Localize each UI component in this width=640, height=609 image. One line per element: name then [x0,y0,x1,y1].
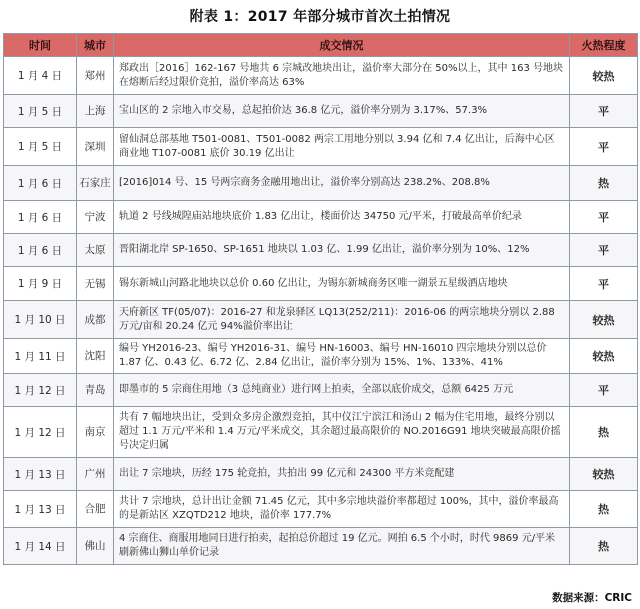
date-cell: 1 月 13 日 [4,458,77,491]
table-row [4,528,638,565]
info-cell: 编号 YH2016-23、编号 YH2016-31、编号 HN-16003、编号 HN-16010 四宗地块分别以总价 1.87 亿、0.43 亿、6.72 亿、2.84 亿出让，溢价率分别为 15%、1%、133%、41% [114,339,570,374]
date-cell: 1 月 14 日 [4,528,77,565]
heat-cell: 较热 [570,57,638,95]
date-cell: 1 月 12 日 [4,374,77,407]
info-cell: 郑政出［2016］162-167 号地共 6 宗城改地块出让，溢价率大部分在 50%以上，其中 163 号地块在熔断后经过限价竞拍，溢价率高达 63% [114,57,570,95]
table-row [4,301,638,339]
heat-cell: 热 [570,166,638,201]
city-cell: 广州 [77,458,114,491]
info-cell: 即墨市的 5 宗商住用地（3 总纯商业）进行网上拍卖，全部以底价成交，总额 6425 万元 [114,374,570,407]
info-cell: 留仙洞总部基地 T501-0081、T501-0082 两宗工用地分别以 3.94 亿和 7.4 亿出让，后海中心区商业地 T107-0081 底价 30.19 亿出让 [114,128,570,166]
heat-cell: 平 [570,267,638,301]
table-row [4,339,638,374]
table-row [4,267,638,301]
info-cell: 共计 7 宗地块，总计出让金额 71.45 亿元，其中多宗地块溢价率都超过 100%，其中，溢价率最高的是新站区 XZQTD212 地块，溢价率 177.7% [114,491,570,528]
heat-cell: 较热 [570,301,638,339]
table-row [4,458,638,491]
city-cell: 南京 [77,407,114,458]
city-cell: 郑州 [77,57,114,95]
info-cell: 出让 7 宗地块，历经 175 轮竞拍，共拍出 99 亿元和 24300 平方米竞配建 [114,458,570,491]
table-row [4,95,638,128]
city-cell: 成都 [77,301,114,339]
heat-cell: 平 [570,201,638,234]
date-cell: 1 月 5 日 [4,95,77,128]
date-cell: 1 月 6 日 [4,166,77,201]
date-cell: 1 月 12 日 [4,407,77,458]
city-cell: 青岛 [77,374,114,407]
date-cell: 1 月 10 日 [4,301,77,339]
city-cell: 深圳 [77,128,114,166]
info-cell: 轨道 2 号线城隍庙站地块底价 1.83 亿出让，楼面价达 34750 元/平米，打破最高单价纪录 [114,201,570,234]
date-cell: 1 月 6 日 [4,234,77,267]
date-cell: 1 月 11 日 [4,339,77,374]
table-header-row [4,34,638,57]
heat-cell: 较热 [570,339,638,374]
info-cell: 天府新区 TF(05/07)：2016-27 和龙泉驿区 LQ13(252/211)：2016-06 的两宗地块分别以 2.88 万元/亩和 20.24 亿元 94%溢价率出让 [114,301,570,339]
heat-cell: 较热 [570,458,638,491]
city-cell: 太原 [77,234,114,267]
city-cell: 宁波 [77,201,114,234]
heat-cell: 平 [570,95,638,128]
land-auction-table [3,33,638,565]
city-cell: 无锡 [77,267,114,301]
header-date: 时间 [4,34,77,57]
table-row [4,407,638,458]
heat-cell: 平 [570,128,638,166]
city-cell: 沈阳 [77,339,114,374]
table-row [4,166,638,201]
info-cell: 4 宗商住、商服用地同日进行拍卖，起拍总价超过 19 亿元。网拍 6.5 个小时，时代 9869 元/平米刷新佛山狮山单价记录 [114,528,570,565]
info-cell: 宝山区的 2 宗地入市交易，总起拍价达 36.8 亿元，溢价率分别为 3.17%、57.3% [114,95,570,128]
city-cell: 合肥 [77,491,114,528]
date-cell: 1 月 13 日 [4,491,77,528]
date-cell: 1 月 9 日 [4,267,77,301]
info-cell: 锡东新城山河路北地块以总价 0.60 亿出让，为锡东新城商务区唯一湖景五星级酒店地块 [114,267,570,301]
date-cell: 1 月 6 日 [4,201,77,234]
city-cell: 石家庄 [77,166,114,201]
table-row [4,57,638,95]
data-source: 数据来源：CRIC [552,592,632,604]
city-cell: 上海 [77,95,114,128]
table-row [4,234,638,267]
heat-cell: 热 [570,491,638,528]
heat-cell: 热 [570,528,638,565]
date-cell: 1 月 4 日 [4,57,77,95]
table-row [4,491,638,528]
table-row [4,374,638,407]
table-row [4,128,638,166]
header-heat: 火热程度 [570,34,638,57]
header-info: 成交情况 [114,34,570,57]
info-cell: [2016]014 号、15 号两宗商务金融用地出让，溢价率分别高达 238.2%、208.8% [114,166,570,201]
header-city: 城市 [77,34,114,57]
heat-cell: 平 [570,374,638,407]
info-cell: 晋阳湖北岸 SP-1650、SP-1651 地块以 1.03 亿、1.99 亿出让，溢价率分别为 10%、12% [114,234,570,267]
table-row [4,201,638,234]
heat-cell: 平 [570,234,638,267]
info-cell: 共有 7 幅地块出让，受到众多房企激烈竞拍，其中仪江宁滨江和汤山 2 幅为住宅用地，最终分别以超过 1.1 万元/平米和 1.4 万元/平米成交，其余超过最高限价的 NO.2016G91 地块突破最高限价摇号决定归属 [114,407,570,458]
heat-cell: 热 [570,407,638,458]
page-title: 附表 1：2017 年部分城市首次土拍情况 [189,9,451,25]
date-cell: 1 月 5 日 [4,128,77,166]
city-cell: 佛山 [77,528,114,565]
